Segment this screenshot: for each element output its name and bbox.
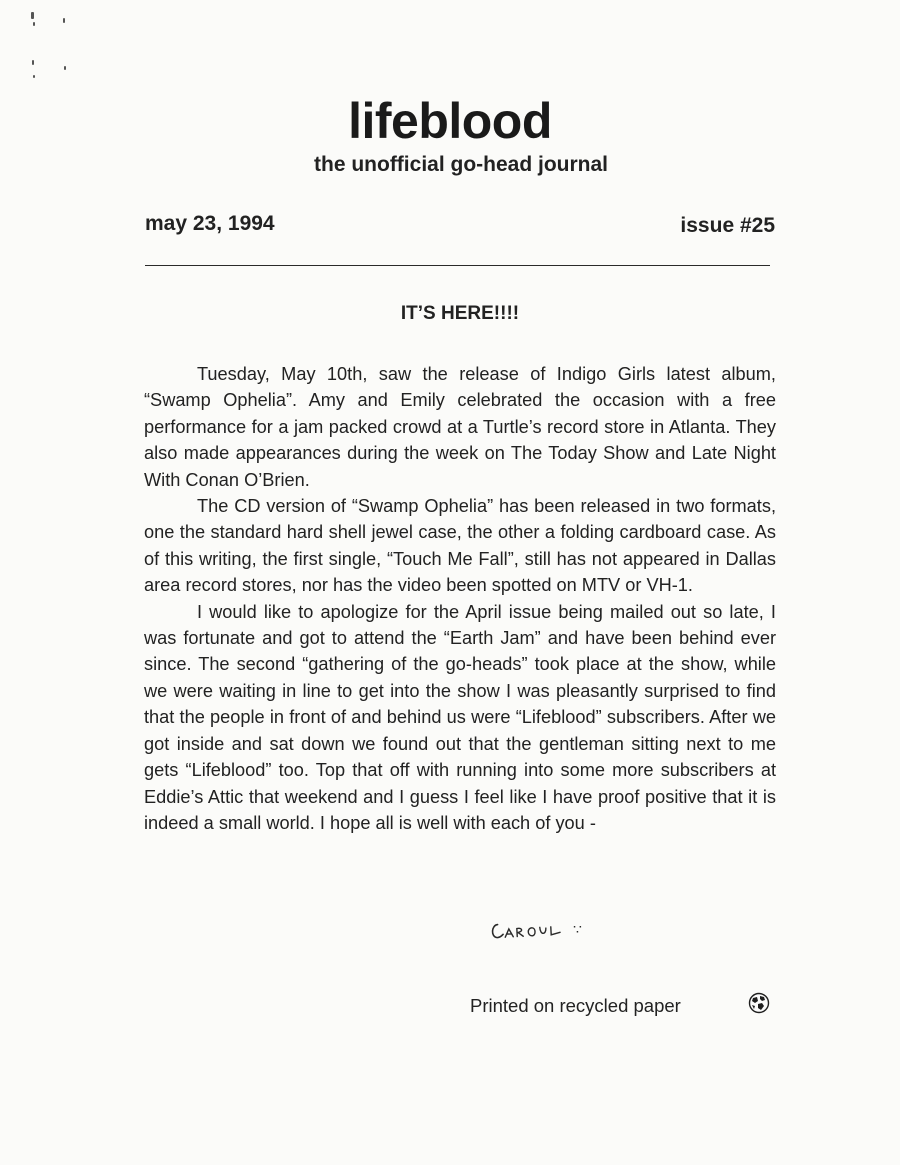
paper-speck — [33, 75, 35, 78]
newsletter-title: lifeblood — [348, 93, 552, 149]
issue-number: issue #25 — [680, 214, 775, 237]
article-headline: IT’S HERE!!!! — [400, 303, 520, 324]
signature-smiley-mark: ∵ — [573, 921, 582, 937]
recycled-paper-note: Printed on recycled paper — [470, 995, 681, 1016]
article-paragraph: Tuesday, May 10th, saw the release of Indigo Girls latest album, “Swamp Ophelia”. Amy and Emily celebrated the occasion with a free performance for a jam packed crowd at a Turtle’s record store in Atlanta. They also made appearances during the week on The Today Show and Late Night With Conan O’Brien. — [144, 364, 776, 490]
newsletter-subtitle: the unofficial go-head journal — [314, 153, 608, 176]
handwritten-signature — [487, 915, 568, 948]
article-paragraph: I would like to apologize for the April issue being mailed out so late, I was fortunate and got to attend the “Earth Jam” and have been behind ever since. The second “gathering of the go-heads” took place at the show, while we were waiting in line to get into the show I was pleasantly surprised to find that the people in front of and behind us were “Lifeblood” subscribers. After we got inside and sat down we found out that the gentleman sitting next to me gets “Lifeblood” too. Top that off with running into some more subscribers at Eddie’s Attic that weekend and I guess I feel like I have proof positive that it is indeed a small world. I hope all is well with each of you - — [144, 601, 776, 833]
paper-speck — [63, 18, 65, 23]
globe-icon — [748, 992, 770, 1014]
header-divider — [145, 265, 770, 266]
paper-speck — [33, 22, 35, 26]
article-body — [144, 361, 776, 836]
issue-date: may 23, 1994 — [145, 212, 275, 235]
article-paragraph: The CD version of “Swamp Ophelia” has been released in two formats, one the standard hard shell jewel case, the other a folding cardboard case. As of this writing, the first single, “Touch Me Fall”, still has not appeared in Dallas area record stores, nor has the video been spotted on MTV or VH-1. — [144, 496, 776, 596]
paper-speck — [31, 12, 34, 19]
signature-drawing — [487, 915, 568, 943]
paper-speck — [64, 66, 66, 70]
paper-speck — [32, 60, 34, 65]
